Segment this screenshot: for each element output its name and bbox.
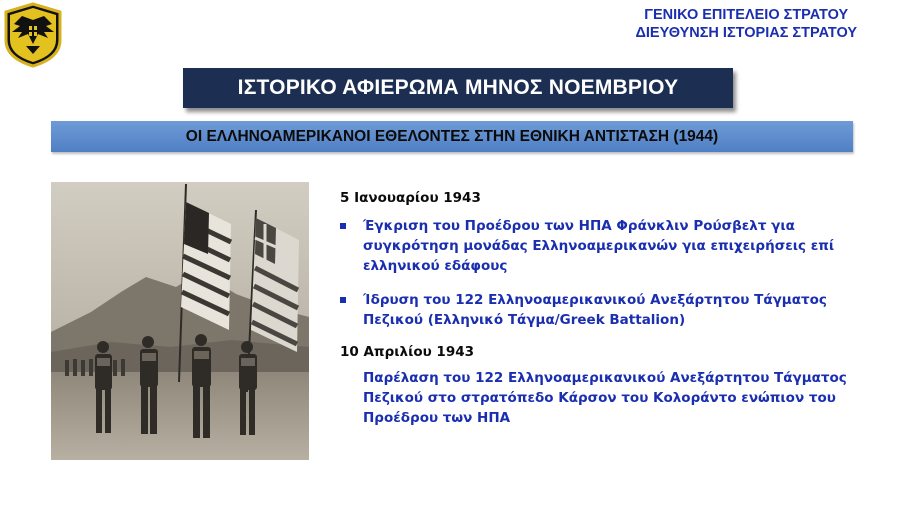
page-subtitle-text: ΟΙ ΕΛΛΗΝΟΑΜΕΡΙΚΑΝΟΙ ΕΘΕΛΟΝΤΕΣ ΣΤΗΝ ΕΘΝΙΚΗ ΑΝΤΙΣΤΑΣΗ (1944) — [185, 127, 719, 145]
square-bullet-icon — [340, 223, 346, 229]
content-panel — [340, 190, 880, 428]
date-heading-1: 5 Ιανουαρίου 1943 — [340, 190, 481, 206]
organization-header — [635, 6, 857, 42]
square-bullet-icon — [340, 297, 346, 303]
list-item — [340, 290, 880, 330]
bullet-list — [340, 216, 880, 330]
bullet-text-1: Έγκριση του Προέδρου των ΗΠΑ Φράνκλιν Ρούσβελτ για συγκρότηση μονάδας Ελληνοαμερικανών για επιχειρήσεις επί ελληνικού εδάφους — [363, 218, 835, 274]
page-title — [183, 68, 733, 108]
list-item — [340, 216, 880, 276]
army-eagle-emblem-icon — [2, 2, 64, 68]
org-line-2: ΔΙΕΥΘΥΝΣΗ ΙΣΤΟΡΙΑΣ ΣΤΡΑΤΟΥ — [635, 25, 857, 41]
historical-parade-photo — [51, 182, 309, 460]
org-line-1: ΓΕΝΙΚΟ ΕΠΙΤΕΛΕΙΟ ΣΤΡΑΤΟΥ — [644, 7, 849, 23]
date-heading-2: 10 Απριλίου 1943 — [340, 344, 475, 360]
page-title-text: ΙΣΤΟΡΙΚΟ ΑΦΙΕΡΩΜΑ ΜΗΝΟΣ ΝΟΕΜΒΡΙΟΥ — [237, 76, 679, 99]
parade-text: Παρέλαση του 122 Ελληνοαμερικανικού Ανεξάρτητου Τάγματος Πεζικού στο στρατόπεδο Κάρσον του Κολοράντο ενώπιον του Προέδρου των ΗΠΑ — [363, 370, 847, 426]
bullet-text-2: Ίδρυση του 122 Ελληνοαμερικανικού Ανεξάρτητου Τάγματος Πεζικού (Ελληνικό Τάγμα/Greek Battalion) — [363, 292, 827, 328]
page-subtitle — [51, 121, 853, 152]
